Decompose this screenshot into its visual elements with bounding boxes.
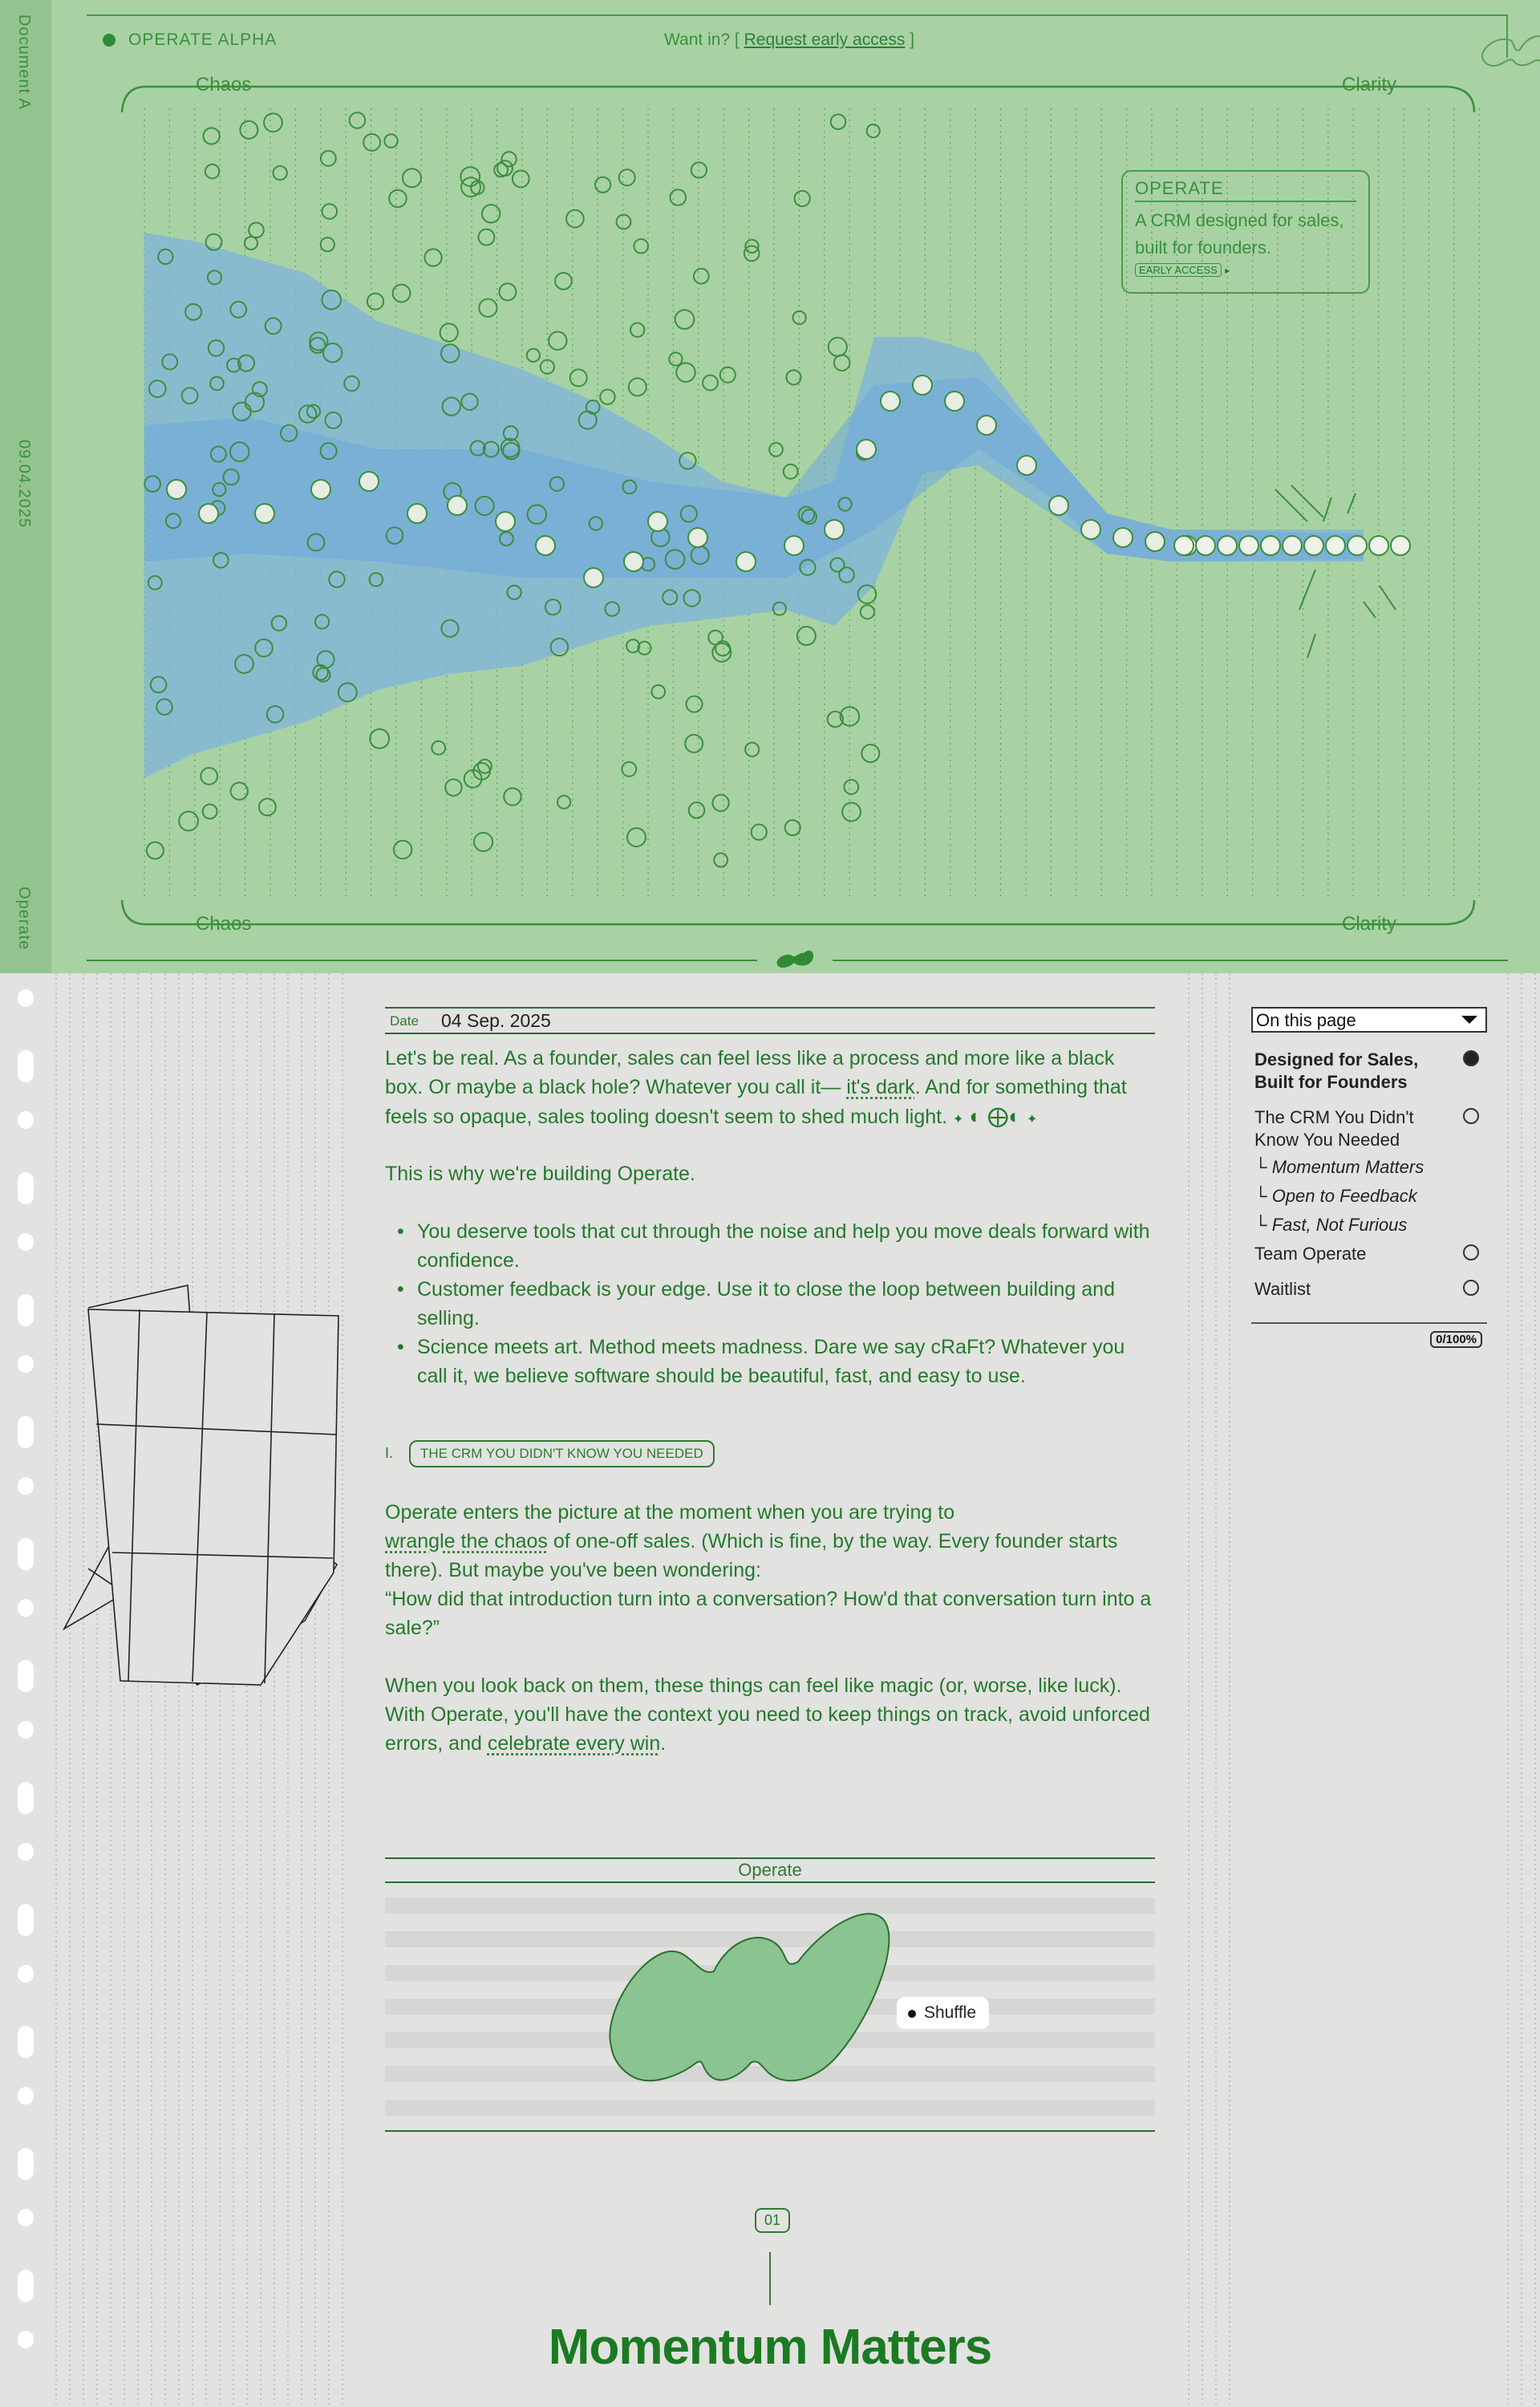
- path-point: [311, 480, 330, 499]
- chaos-point: [205, 164, 219, 178]
- list-item: • Customer feedback is your edge. Use it to close the loop between building and selling.: [397, 1278, 1115, 1329]
- chaos-point: [403, 168, 421, 187]
- cta-prefix: Want in? [: [664, 30, 740, 49]
- chaos-point: [784, 465, 798, 479]
- clarity-point: [1283, 536, 1302, 555]
- list-item: • Science meets art. Method meets madness. Dare we say cRaFt? Whatever you call it, we believe software should be beautiful, fast, and easy to use.: [397, 1336, 1125, 1387]
- burst-line: [1291, 485, 1323, 518]
- chaos-point: [478, 760, 492, 773]
- path-point: [1081, 520, 1100, 539]
- chaos-point: [685, 735, 703, 753]
- path-point: [448, 496, 467, 515]
- sparkle-icon: ✦: [1026, 1113, 1038, 1126]
- toc-item-waitlist[interactable]: Waitlist: [1254, 1279, 1311, 1299]
- chaos-point: [504, 788, 521, 805]
- chaos-point: [440, 323, 458, 341]
- chaos-point: [687, 696, 703, 712]
- chaos-point: [844, 780, 858, 794]
- chaos-point: [432, 741, 445, 755]
- chaos-point: [499, 283, 516, 300]
- why-paragraph: This is why we're building Operate.: [385, 1163, 695, 1185]
- bottom-bracket: [122, 900, 1474, 924]
- chaos-point: [720, 367, 736, 383]
- chaos-point: [786, 370, 800, 384]
- chaos-point: [460, 167, 480, 186]
- chaos-point: [363, 134, 380, 151]
- chaos-point: [350, 112, 366, 128]
- early-access-cta: [664, 30, 914, 50]
- chaos-point: [482, 205, 500, 222]
- request-access-link[interactable]: Request early access: [744, 30, 906, 49]
- chaos-point: [259, 798, 276, 815]
- burst-line: [1307, 634, 1315, 658]
- operate-demo-title: Operate: [385, 1857, 1155, 1883]
- table-of-contents: [1251, 1007, 1487, 1346]
- chaos-point: [549, 331, 566, 349]
- half-circle-icons: ◐ ⨁◐: [969, 1104, 1021, 1128]
- side-strip: [0, 0, 51, 973]
- chaos-point: [627, 828, 646, 846]
- card-title: OPERATE: [1135, 178, 1356, 202]
- chaos-point: [795, 191, 810, 206]
- chaos-point: [694, 269, 709, 284]
- clarity-point: [1196, 536, 1215, 555]
- path-point: [536, 536, 555, 555]
- path-point: [359, 472, 379, 491]
- magic-paragraph: When you look back on them, these things can feel like magic (or, worse, like luck). With Operate, you'll have the context you need to keep things on track, avoid unforced errors, and celebrate every win.: [385, 1674, 1150, 1755]
- top-bracket: [122, 87, 1474, 112]
- chaos-point: [570, 369, 587, 386]
- hero-section: [0, 0, 1540, 973]
- chaos-point: [474, 833, 492, 851]
- chaos-label-bottom: Chaos: [196, 913, 252, 935]
- chaos-point: [712, 795, 728, 811]
- chaos-point: [201, 768, 217, 785]
- sparkle-icon: ✦: [953, 1113, 964, 1126]
- card-line-1: A CRM designed for sales,: [1135, 210, 1344, 230]
- chaos-point: [555, 273, 572, 290]
- chaos-point: [829, 338, 847, 356]
- chaos-point: [629, 378, 646, 396]
- chaos-label-top: Chaos: [196, 74, 252, 95]
- path-point: [584, 568, 603, 587]
- chaos-point: [557, 796, 570, 809]
- its-dark-link[interactable]: it's dark: [846, 1076, 915, 1098]
- status-dot-icon: [103, 34, 116, 47]
- wrangle-link[interactable]: wrangle the chaos: [385, 1530, 548, 1553]
- chaos-point: [669, 352, 682, 365]
- path-point: [255, 504, 274, 523]
- path-point: [784, 536, 804, 555]
- top-bar: [87, 14, 1508, 58]
- chaos-point: [203, 804, 217, 818]
- chaos-point: [634, 239, 648, 254]
- toc-dropdown[interactable]: [1251, 1007, 1487, 1033]
- chaos-point: [714, 853, 727, 867]
- path-point: [857, 440, 876, 459]
- chaos-point: [179, 812, 198, 831]
- toc-item-team-operate[interactable]: Team Operate: [1254, 1244, 1367, 1264]
- date-row: [385, 1007, 1155, 1034]
- toc-item-designed-for-sales[interactable]: Designed for Sales, Built for Founders: [1254, 1049, 1419, 1092]
- chaos-point: [566, 210, 584, 228]
- toc-subitem-momentum[interactable]: └ Momentum Matters: [1254, 1157, 1424, 1177]
- path-point: [688, 528, 707, 547]
- section-number-badge: 01: [755, 2208, 790, 2233]
- date-field-label: Date: [390, 1013, 419, 1029]
- clarity-point: [1369, 536, 1388, 555]
- chaos-point: [600, 389, 614, 404]
- date-label: 09.04.2025: [15, 440, 33, 529]
- operate-logo-icon[interactable]: [1478, 19, 1540, 67]
- quote-paragraph: “How did that introduction turn into a conversation? How'd that conversation turn into a sale?”: [385, 1588, 1152, 1639]
- chaos-point: [630, 323, 644, 336]
- wrangle-paragraph: Operate enters the picture at the moment when you are trying to wrangle the chaos of one-off sales. (Which is fine, by the way. Every founder starts there). But maybe you've been wondering:: [385, 1501, 1118, 1581]
- chaos-point: [703, 375, 718, 391]
- burst-line: [1299, 570, 1315, 610]
- intro-paragraph: Let's be real. As a founder, sales can feel less like a process and more like a black box. Or maybe a black hole? Whatever you call it— it's dark. And for something that feels so opaque, sales tooling doesn't seem to shed much light. ✦ ◐ ⨁◐ ✦: [385, 1047, 1127, 1128]
- chaos-point: [622, 762, 636, 777]
- chaos-point: [651, 685, 665, 699]
- path-point: [407, 504, 427, 523]
- burst-line: [1348, 493, 1356, 513]
- path-point: [825, 520, 844, 539]
- clarity-point: [1348, 536, 1367, 555]
- chaos-point: [769, 443, 783, 457]
- path-point: [624, 552, 643, 571]
- chaos-point: [479, 299, 496, 317]
- path-point: [945, 392, 964, 411]
- celebrate-link[interactable]: celebrate every win: [487, 1732, 661, 1755]
- operate-demo-box: [385, 1857, 1155, 2138]
- date-field-value: 04 Sep. 2025: [441, 1010, 551, 1031]
- chaos-point: [479, 229, 495, 246]
- chaos-point: [240, 121, 257, 139]
- operate-info-card: [1121, 170, 1370, 294]
- chaos-point: [785, 820, 800, 835]
- chaos-point: [670, 189, 686, 205]
- chaos-point: [321, 237, 334, 251]
- path-point: [1113, 528, 1133, 547]
- path-point: [1049, 496, 1068, 515]
- chaos-point: [745, 743, 759, 757]
- chaos-point: [867, 124, 880, 137]
- chaos-point: [797, 627, 816, 645]
- footer-logo-icon: [777, 951, 814, 968]
- toc-subitem-feedback[interactable]: └ Open to Feedback: [1254, 1186, 1417, 1206]
- clarity-label-top: Clarity: [1342, 74, 1397, 95]
- chaos-point: [861, 605, 874, 619]
- card-line-2: built for founders.: [1135, 237, 1271, 258]
- path-point: [736, 552, 756, 571]
- path-point: [199, 504, 218, 523]
- inactive-indicator-icon: [1463, 1108, 1479, 1124]
- path-point: [977, 416, 996, 435]
- article: [385, 1007, 1155, 2375]
- connector-line: [769, 2252, 771, 2305]
- clarity-point: [1239, 536, 1258, 555]
- chaos-point: [321, 151, 336, 166]
- chaos-point: [861, 745, 879, 762]
- chaos-point: [370, 729, 389, 749]
- active-indicator-icon: [1463, 1050, 1479, 1066]
- chaos-point: [619, 169, 635, 185]
- path-point: [913, 375, 932, 395]
- chaos-point: [367, 294, 383, 310]
- product-label: Operate: [15, 887, 33, 951]
- chaos-point: [384, 134, 397, 147]
- burst-line: [1323, 497, 1331, 522]
- chaos-point: [708, 631, 723, 645]
- clarity-label-bottom: Clarity: [1342, 913, 1397, 935]
- chaos-point: [675, 310, 695, 329]
- chaos-point: [274, 166, 287, 180]
- cta-suffix: ]: [910, 30, 915, 49]
- section-number: I.: [385, 1445, 394, 1461]
- chaos-point: [394, 841, 412, 859]
- shuffle-button[interactable]: Shuffle: [897, 1997, 989, 2029]
- path-point: [1017, 456, 1036, 475]
- chaos-point: [752, 825, 767, 840]
- early-access-button[interactable]: EARLY ACCESS: [1135, 263, 1222, 277]
- toc-item-crm-you-didnt-know[interactable]: The CRM You Didn't Know You Needed: [1254, 1107, 1414, 1150]
- arrow-right-icon: ▸: [1225, 265, 1230, 276]
- path-point: [1145, 532, 1165, 551]
- chaos-point: [834, 355, 850, 371]
- chevron-down-icon: [1461, 1016, 1477, 1024]
- chaos-point: [389, 190, 406, 207]
- section-heading: Momentum Matters: [548, 2320, 992, 2375]
- toc-title: On this page: [1256, 1010, 1356, 1030]
- chaos-point: [393, 285, 411, 302]
- chaos-point: [595, 177, 610, 193]
- chaos-point: [689, 802, 705, 818]
- chaos-point: [245, 237, 257, 250]
- inactive-indicator-icon: [1463, 1280, 1479, 1296]
- burst-line: [1275, 489, 1307, 522]
- chaos-point: [231, 782, 248, 799]
- inactive-indicator-icon: [1463, 1244, 1479, 1260]
- chaos-point: [676, 363, 695, 381]
- clarity-point: [1174, 536, 1194, 555]
- reading-progress: 0/100%: [1430, 1331, 1482, 1348]
- chaos-point: [147, 842, 164, 858]
- document-label: Document A: [15, 14, 33, 110]
- folded-paper-illustration: [56, 1276, 361, 1693]
- chaos-point: [424, 249, 441, 266]
- clarity-point: [1391, 536, 1410, 555]
- toc-subitem-fast[interactable]: └ Fast, Not Furious: [1254, 1215, 1408, 1235]
- chaos-point: [831, 114, 846, 129]
- chaos-point: [322, 204, 338, 219]
- chaos-clarity-chart: [51, 0, 1540, 973]
- chaos-point: [249, 222, 264, 237]
- section-pill[interactable]: THE CRM YOU DIDN'T KNOW YOU NEEDED: [409, 1440, 715, 1467]
- chaos-point: [527, 349, 540, 362]
- chaos-point: [203, 128, 219, 144]
- chaos-point: [445, 779, 462, 796]
- clarity-point: [1304, 536, 1323, 555]
- clarity-point: [1326, 536, 1345, 555]
- path-point: [881, 392, 900, 411]
- chaos-point: [264, 113, 282, 132]
- chaos-point: [842, 803, 861, 822]
- chaos-point: [617, 215, 631, 229]
- burst-line: [1364, 602, 1376, 618]
- path-point: [496, 512, 515, 531]
- burst-line: [1380, 586, 1396, 610]
- clarity-point: [1261, 536, 1280, 555]
- path-point: [167, 480, 186, 499]
- chaos-point: [513, 171, 529, 188]
- operate-blob-logo-icon[interactable]: [602, 1906, 938, 2090]
- list-item: • You deserve tools that cut through the noise and help you move deals forward with confidence.: [397, 1220, 1150, 1272]
- clarity-point: [1218, 536, 1237, 555]
- path-point: [648, 512, 667, 531]
- brand-label: OPERATE ALPHA: [128, 30, 278, 49]
